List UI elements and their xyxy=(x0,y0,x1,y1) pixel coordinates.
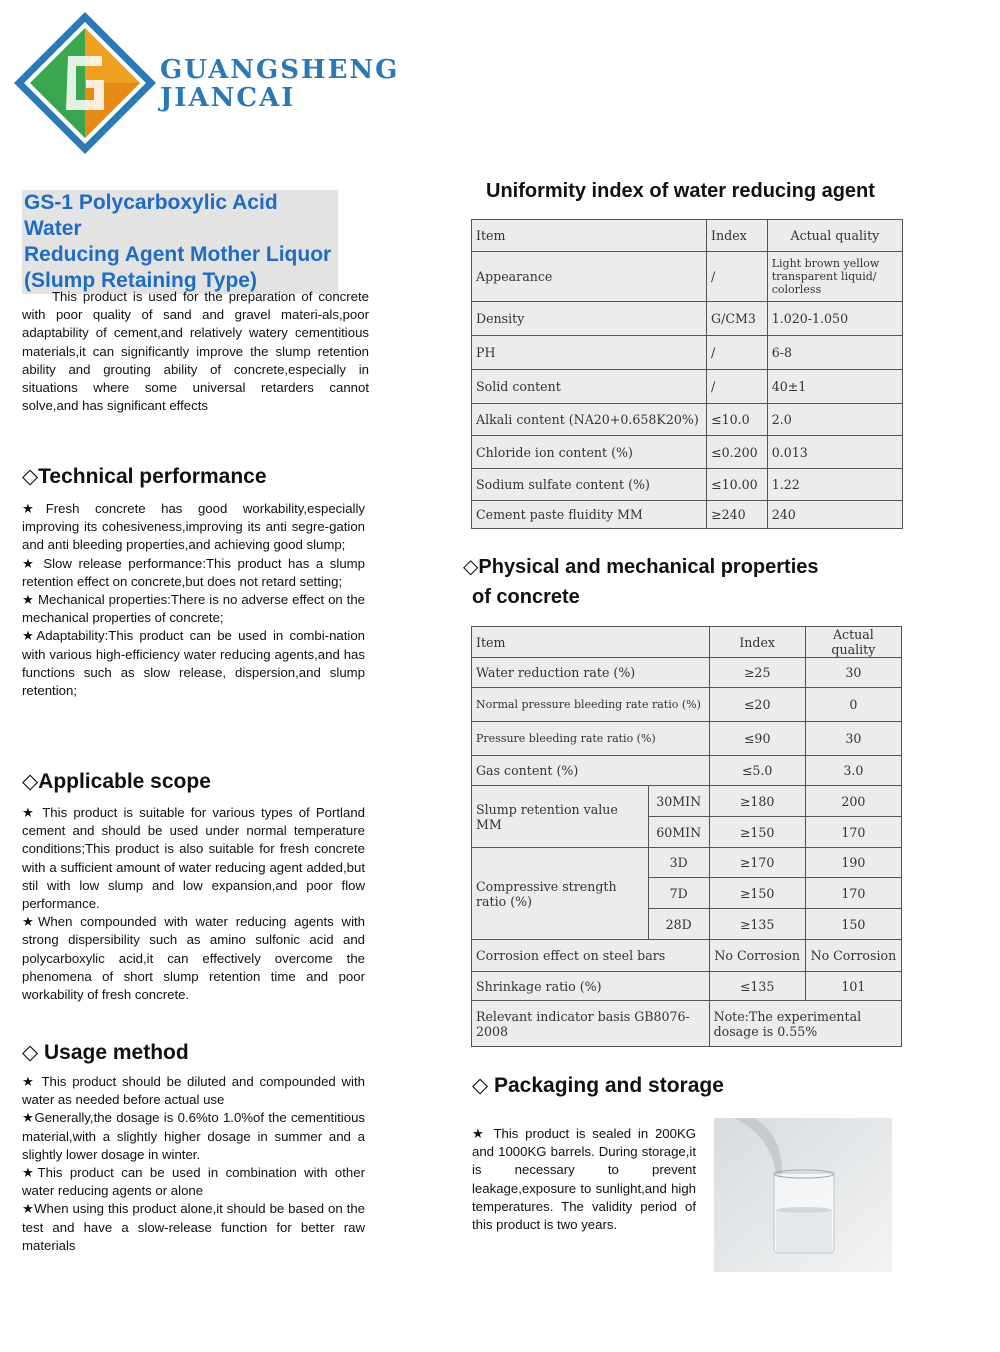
table-cell: Relevant indicator basis GB8076-2008 xyxy=(472,1001,710,1047)
list-item: ★Generally,the dosage is 0.6%to 1.0%of the cementitious material,with a slightly higher dosage in summer and a slightly lower dosage in winter. xyxy=(22,1110,365,1162)
table-cell: Note:The experimental dosage is 0.55% xyxy=(709,1001,901,1047)
table-cell: Appearance xyxy=(472,252,707,302)
table-cell: Chloride ion content (%) xyxy=(472,436,707,469)
table-cell: 0 xyxy=(805,688,901,722)
table-cell: ≥25 xyxy=(709,658,805,688)
scope-list xyxy=(22,804,365,1004)
table-row xyxy=(472,436,903,469)
table-row xyxy=(472,404,903,436)
table-row xyxy=(472,658,902,688)
table-cell: 30 xyxy=(805,658,901,688)
table-cell: Index xyxy=(707,220,768,252)
table-cell: 1.020-1.050 xyxy=(767,302,902,336)
table-cell: ≤5.0 xyxy=(709,756,805,786)
physical-table xyxy=(471,626,902,1047)
list-item: ★When compounded with water reducing agents with strong dispersibility such as amino sulfonic acid and polycarboxylic acid,it can effectively overcome the phenomena of short slump retention time and poor workability of fresh concrete. xyxy=(22,914,365,1003)
title-line: GS-1 Polycarboxylic Acid Water xyxy=(24,191,278,240)
product-beaker-photo xyxy=(714,1118,892,1272)
logo-emblem xyxy=(10,8,160,158)
uniformity-table xyxy=(471,219,903,529)
table-cell: Sodium sulfate content (%) xyxy=(472,469,707,501)
table-cell: Density xyxy=(472,302,707,336)
brand-name-line2: JIANCAI xyxy=(160,83,296,113)
table-cell: ≤10.0 xyxy=(707,404,768,436)
title-line: Reducing Agent Mother Liquor xyxy=(24,243,332,266)
usage-heading: ◇ Usage method xyxy=(22,1041,189,1064)
table-row xyxy=(472,972,902,1001)
table-cell: ≤20 xyxy=(709,688,805,722)
table-cell: / xyxy=(707,370,768,404)
list-item: ★ Slow release performance:This product has a slump retention effect on concrete,but does not retard setting; xyxy=(22,555,365,589)
table-header-row xyxy=(472,627,902,658)
table-cell: Actual quality xyxy=(767,220,902,252)
table-cell: Gas content (%) xyxy=(472,756,710,786)
table-cell: 150 xyxy=(805,909,901,940)
table-cell: 3D xyxy=(648,848,709,878)
table-cell: 0.013 xyxy=(767,436,902,469)
table-row xyxy=(472,1001,902,1047)
list-item: ★Adaptability:This product can be used in combi-nation with various high-efficiency water reducing agents,and has functions such as slow release, dispersion,and slump retention; xyxy=(22,628,365,699)
table-cell: Alkali content (NA20+0.658K20%) xyxy=(472,404,707,436)
table-cell: ≥170 xyxy=(709,848,805,878)
table-cell: Index xyxy=(709,627,805,658)
brand-name-line1: GUANGSHENG xyxy=(160,55,400,85)
table-header-row xyxy=(472,220,903,252)
table-row xyxy=(472,370,903,404)
table-cell: 30 xyxy=(805,722,901,756)
table-cell: Water reduction rate (%) xyxy=(472,658,710,688)
table-cell: Compressive strength ratio (%) xyxy=(472,848,649,940)
table-cell: 190 xyxy=(805,848,901,878)
table-row xyxy=(472,302,903,336)
scope-heading: ◇Applicable scope xyxy=(22,770,211,793)
table-cell: 170 xyxy=(805,878,901,909)
list-item: ★Fresh concrete has good workability,especially improving its cohesiveness,improving its anti segre-gation and anti bleeding properties,and achieving good slump; xyxy=(22,501,365,553)
packaging-text: ★ This product is sealed in 200KG and 1000KG barrels. During storage,it is necessary to prevent leakage,exposure to sunlight,and high temperatures. The validity period of this product is two years. xyxy=(472,1126,696,1233)
table-cell: 170 xyxy=(805,817,901,848)
list-item: ★ This product is suitable for various types of Portland cement and should be used under normal temperature conditions;This product is also suitable for fresh concrete with a sufficient amount of water reducing agent added,but stil with low slump and low expansion,and poor flow performance. xyxy=(22,805,365,912)
table-cell: 30MIN xyxy=(648,786,709,817)
table-cell: Corrosion effect on steel bars xyxy=(472,940,710,972)
table-cell: Actual quality xyxy=(805,627,901,658)
table-cell: Pressure bleeding rate ratio (%) xyxy=(472,722,710,756)
table-cell: No Corrosion xyxy=(709,940,805,972)
physical-heading-line2: of concrete xyxy=(472,586,580,608)
table-row xyxy=(472,940,902,972)
table-cell: / xyxy=(707,252,768,302)
table-cell: Item xyxy=(472,220,707,252)
table-row xyxy=(472,786,902,817)
list-item: ★This product can be used in combination with other water reducing agents or alone xyxy=(22,1165,365,1199)
table-cell: Cement paste fluidity MM xyxy=(472,501,707,529)
list-item: ★ This product should be diluted and compounded with water as needed before actual use xyxy=(22,1074,365,1108)
table-row xyxy=(472,336,903,370)
table-cell: 7D xyxy=(648,878,709,909)
table-cell: 1.22 xyxy=(767,469,902,501)
table-cell: / xyxy=(707,336,768,370)
table-row xyxy=(472,848,902,878)
table-cell: Item xyxy=(472,627,710,658)
table-cell: 6-8 xyxy=(767,336,902,370)
table-cell: 101 xyxy=(805,972,901,1001)
table-row xyxy=(472,756,902,786)
table-cell: 40±1 xyxy=(767,370,902,404)
table-cell: 2.0 xyxy=(767,404,902,436)
list-item: ★When using this product alone,it should be based on the test and have a slow-release function for better raw materials xyxy=(22,1201,365,1253)
table-cell: ≤10.00 xyxy=(707,469,768,501)
product-title xyxy=(22,190,338,294)
table-row xyxy=(472,469,903,501)
title-line: (Slump Retaining Type) xyxy=(24,269,257,292)
table-cell: ≥240 xyxy=(707,501,768,529)
table-cell: ≤0.200 xyxy=(707,436,768,469)
table-row xyxy=(472,722,902,756)
table-cell: ≤135 xyxy=(709,972,805,1001)
table-row xyxy=(472,252,903,302)
technical-heading: ◇Technical performance xyxy=(22,465,267,488)
table-cell: 240 xyxy=(767,501,902,529)
table-cell: Normal pressure bleeding rate ratio (%) xyxy=(472,688,710,722)
table-cell: 28D xyxy=(648,909,709,940)
table-cell: ≤90 xyxy=(709,722,805,756)
technical-list xyxy=(22,500,365,700)
intro-paragraph: This product is used for the preparation of concrete with poor quality of sand and gravel materi-als,poor adaptability of cement,and relatively watery cementitious materials,it can significantly improve the slump retention ability and grouting ability of concrete,especially in situations where some universal retarders cannot solve,and has significant effects xyxy=(22,289,369,414)
uniformity-heading: Uniformity index of water reducing agent xyxy=(486,180,875,202)
table-cell: Light brown yellow transparent liquid/ colorless xyxy=(767,252,902,302)
list-item: ★ Mechanical properties:There is no adverse effect on the mechanical properties of concrete; xyxy=(22,592,365,626)
packaging-heading: ◇ Packaging and storage xyxy=(472,1074,724,1097)
table-cell: Shrinkage ratio (%) xyxy=(472,972,710,1001)
company-logo xyxy=(10,8,400,158)
table-cell: ≥135 xyxy=(709,909,805,940)
table-cell: No Corrosion xyxy=(805,940,901,972)
table-cell: ≥150 xyxy=(709,817,805,848)
table-cell: 3.0 xyxy=(805,756,901,786)
table-cell: Slump retention value MM xyxy=(472,786,649,848)
table-cell: Solid content xyxy=(472,370,707,404)
table-cell: 200 xyxy=(805,786,901,817)
table-row xyxy=(472,501,903,529)
physical-heading: ◇Physical and mechanical properties xyxy=(463,556,819,578)
table-row xyxy=(472,688,902,722)
table-cell: 60MIN xyxy=(648,817,709,848)
usage-list xyxy=(22,1073,365,1255)
table-cell: ≥150 xyxy=(709,878,805,909)
table-cell: ≥180 xyxy=(709,786,805,817)
table-cell: G/CM3 xyxy=(707,302,768,336)
table-cell: PH xyxy=(472,336,707,370)
